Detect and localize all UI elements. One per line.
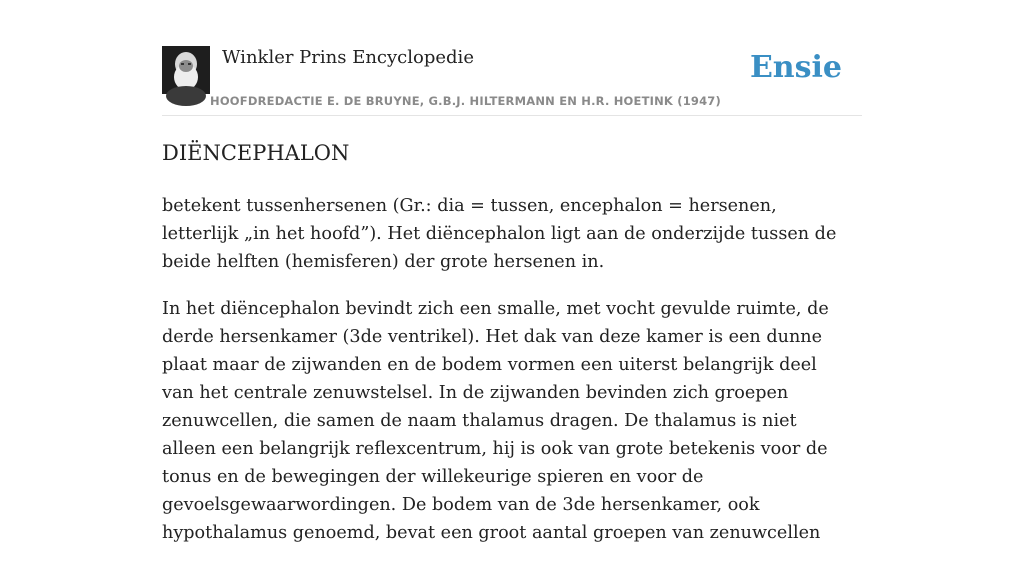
source-title[interactable]: Winkler Prins Encyclopedie	[222, 47, 474, 68]
article-paragraph: betekent tussenhersenen (Gr.: dia = tussen, encephalon = hersenen, letterlijk „in het hoofd”). Het diëncephalon ligt aan de onderzijde tussen de beide helften (hemisferen) der grote hersenen in.	[162, 196, 837, 272]
source-subtitle: HOOFDREDACTIE E. DE BRUYNE, G.B.J. HILTERMANN EN H.R. HOETINK (1947)	[210, 94, 721, 108]
portrait-icon	[162, 46, 210, 94]
brand-logo-link[interactable]: Ensie	[749, 50, 842, 85]
article-paragraph: In het diëncephalon bevindt zich een smalle, met vocht gevulde ruimte, de derde hersenkamer (3de ventrikel). Het dak van deze kamer is een dunne plaat maar de zijwanden en de bodem vormen een uiterst belangrijk deel van het centrale zenuwstelsel. In de zijwanden bevinden zich groepen zenuwcellen, die samen de naam thalamus dragen. De thalamus is niet alleen een belangrijk reflexcentrum, hij is ook van grote betekenis voor de tonus en de bewegingen der willekeurige spieren en voor de gevoelsgewaarwordingen. De bodem van de 3de hersenkamer, ook hypothalamus genoemd, bevat een groot aantal groepen van zenuwcellen	[162, 299, 829, 543]
source-header	[162, 46, 862, 116]
article-title: DIËNCEPHALON	[162, 141, 350, 165]
article-body	[162, 192, 852, 566]
avatar[interactable]	[162, 46, 210, 94]
